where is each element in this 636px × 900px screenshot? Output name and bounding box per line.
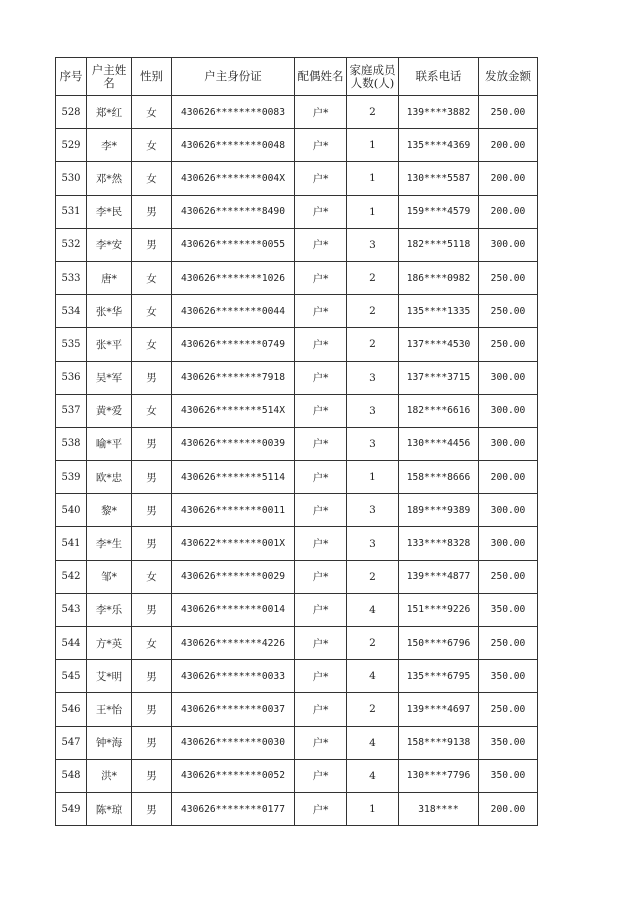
- gender-cell: 男: [132, 726, 172, 759]
- phone-cell: 189****9389: [399, 494, 479, 527]
- gender-cell: 男: [132, 792, 172, 825]
- phone-cell: 139****3882: [399, 96, 479, 129]
- name-cell: 方*英: [87, 627, 132, 660]
- seq-cell: 541: [56, 527, 87, 560]
- header-members: 家庭成员人数(人): [347, 58, 399, 96]
- phone-cell: 130****5587: [399, 162, 479, 195]
- id-cell: 430626********0055: [172, 228, 295, 261]
- id-cell: 430626********004X: [172, 162, 295, 195]
- amount-cell: 200.00: [479, 195, 538, 228]
- table-row: [56, 627, 538, 660]
- phone-cell: 137****3715: [399, 361, 479, 394]
- spouse-cell: 户*: [295, 427, 347, 460]
- phone-cell: 135****1335: [399, 295, 479, 328]
- amount-cell: 300.00: [479, 361, 538, 394]
- table-row: [56, 759, 538, 792]
- phone-cell: 158****9138: [399, 726, 479, 759]
- name-cell: 李*生: [87, 527, 132, 560]
- members-cell: 2: [347, 627, 399, 660]
- spouse-cell: 户*: [295, 361, 347, 394]
- header-seq: 序号: [56, 58, 87, 96]
- amount-cell: 250.00: [479, 627, 538, 660]
- name-cell: 邓*然: [87, 162, 132, 195]
- gender-cell: 男: [132, 427, 172, 460]
- id-cell: 430626********0033: [172, 660, 295, 693]
- name-cell: 艾*明: [87, 660, 132, 693]
- id-cell: 430626********0014: [172, 593, 295, 626]
- phone-cell: 135****4369: [399, 129, 479, 162]
- id-cell: 430626********0037: [172, 693, 295, 726]
- seq-cell: 544: [56, 627, 87, 660]
- header-spouse: 配偶姓名: [295, 58, 347, 96]
- phone-cell: 139****4877: [399, 560, 479, 593]
- spouse-cell: 户*: [295, 394, 347, 427]
- spouse-cell: 户*: [295, 593, 347, 626]
- table-row: [56, 96, 538, 129]
- members-cell: 3: [347, 394, 399, 427]
- spouse-cell: 户*: [295, 759, 347, 792]
- header-gender: 性别: [132, 58, 172, 96]
- name-cell: 洪*: [87, 759, 132, 792]
- id-cell: 430626********0749: [172, 328, 295, 361]
- table-row: [56, 660, 538, 693]
- seq-cell: 534: [56, 295, 87, 328]
- seq-cell: 542: [56, 560, 87, 593]
- spouse-cell: 户*: [295, 162, 347, 195]
- gender-cell: 男: [132, 361, 172, 394]
- seq-cell: 546: [56, 693, 87, 726]
- id-cell: 430626********0029: [172, 560, 295, 593]
- phone-cell: 151****9226: [399, 593, 479, 626]
- amount-cell: 350.00: [479, 759, 538, 792]
- name-cell: 欧*忠: [87, 461, 132, 494]
- table-row: [56, 228, 538, 261]
- amount-cell: 300.00: [479, 394, 538, 427]
- table-row: [56, 261, 538, 294]
- id-cell: 430626********0048: [172, 129, 295, 162]
- name-cell: 李*民: [87, 195, 132, 228]
- members-cell: 4: [347, 759, 399, 792]
- id-cell: 430622********001X: [172, 527, 295, 560]
- amount-cell: 200.00: [479, 461, 538, 494]
- table-row: [56, 195, 538, 228]
- header-name: 户主姓名: [87, 58, 132, 96]
- table-row: [56, 494, 538, 527]
- spouse-cell: 户*: [295, 261, 347, 294]
- members-cell: 4: [347, 660, 399, 693]
- amount-cell: 350.00: [479, 660, 538, 693]
- name-cell: 李*乐: [87, 593, 132, 626]
- gender-cell: 女: [132, 328, 172, 361]
- gender-cell: 女: [132, 295, 172, 328]
- amount-cell: 350.00: [479, 726, 538, 759]
- phone-cell: 135****6795: [399, 660, 479, 693]
- name-cell: 邹*: [87, 560, 132, 593]
- gender-cell: 男: [132, 195, 172, 228]
- amount-cell: 200.00: [479, 792, 538, 825]
- seq-cell: 533: [56, 261, 87, 294]
- spouse-cell: 户*: [295, 96, 347, 129]
- table-row: [56, 693, 538, 726]
- seq-cell: 543: [56, 593, 87, 626]
- seq-cell: 548: [56, 759, 87, 792]
- header-amount: 发放金额: [479, 58, 538, 96]
- name-cell: 唐*: [87, 261, 132, 294]
- members-cell: 1: [347, 162, 399, 195]
- gender-cell: 女: [132, 129, 172, 162]
- spouse-cell: 户*: [295, 627, 347, 660]
- id-cell: 430626********514X: [172, 394, 295, 427]
- name-cell: 黎*: [87, 494, 132, 527]
- spouse-cell: 户*: [295, 693, 347, 726]
- id-cell: 430626********7918: [172, 361, 295, 394]
- header-row: [56, 58, 538, 96]
- members-cell: 3: [347, 494, 399, 527]
- distribution-sheet: [55, 57, 538, 826]
- distribution-table: [55, 57, 538, 826]
- amount-cell: 250.00: [479, 295, 538, 328]
- members-cell: 3: [347, 527, 399, 560]
- seq-cell: 535: [56, 328, 87, 361]
- table-body: [56, 96, 538, 826]
- members-cell: 4: [347, 726, 399, 759]
- gender-cell: 男: [132, 527, 172, 560]
- id-cell: 430626********1026: [172, 261, 295, 294]
- id-cell: 430626********0177: [172, 792, 295, 825]
- amount-cell: 300.00: [479, 427, 538, 460]
- spouse-cell: 户*: [295, 195, 347, 228]
- table-row: [56, 792, 538, 825]
- seq-cell: 528: [56, 96, 87, 129]
- seq-cell: 530: [56, 162, 87, 195]
- seq-cell: 532: [56, 228, 87, 261]
- table-row: [56, 527, 538, 560]
- phone-cell: 186****0982: [399, 261, 479, 294]
- amount-cell: 200.00: [479, 162, 538, 195]
- id-cell: 430626********0030: [172, 726, 295, 759]
- spouse-cell: 户*: [295, 792, 347, 825]
- phone-cell: 182****6616: [399, 394, 479, 427]
- members-cell: 2: [347, 560, 399, 593]
- gender-cell: 女: [132, 162, 172, 195]
- header-phone: 联系电话: [399, 58, 479, 96]
- phone-cell: 318****: [399, 792, 479, 825]
- phone-cell: 139****4697: [399, 693, 479, 726]
- amount-cell: 250.00: [479, 328, 538, 361]
- members-cell: 1: [347, 792, 399, 825]
- gender-cell: 女: [132, 394, 172, 427]
- amount-cell: 250.00: [479, 560, 538, 593]
- table-row: [56, 361, 538, 394]
- members-cell: 3: [347, 361, 399, 394]
- id-cell: 430626********0083: [172, 96, 295, 129]
- table-row: [56, 593, 538, 626]
- name-cell: 喻*平: [87, 427, 132, 460]
- members-cell: 3: [347, 427, 399, 460]
- phone-cell: 159****4579: [399, 195, 479, 228]
- gender-cell: 男: [132, 759, 172, 792]
- gender-cell: 男: [132, 461, 172, 494]
- name-cell: 陈*琼: [87, 792, 132, 825]
- gender-cell: 女: [132, 627, 172, 660]
- table-row: [56, 394, 538, 427]
- name-cell: 吴*军: [87, 361, 132, 394]
- members-cell: 1: [347, 195, 399, 228]
- id-cell: 430626********4226: [172, 627, 295, 660]
- gender-cell: 女: [132, 261, 172, 294]
- seq-cell: 537: [56, 394, 87, 427]
- phone-cell: 137****4530: [399, 328, 479, 361]
- gender-cell: 男: [132, 693, 172, 726]
- gender-cell: 男: [132, 228, 172, 261]
- table-row: [56, 162, 538, 195]
- members-cell: 2: [347, 328, 399, 361]
- amount-cell: 250.00: [479, 261, 538, 294]
- seq-cell: 547: [56, 726, 87, 759]
- table-row: [56, 726, 538, 759]
- members-cell: 1: [347, 129, 399, 162]
- spouse-cell: 户*: [295, 129, 347, 162]
- header-id: 户主身份证: [172, 58, 295, 96]
- members-cell: 3: [347, 228, 399, 261]
- phone-cell: 133****8328: [399, 527, 479, 560]
- phone-cell: 130****4456: [399, 427, 479, 460]
- seq-cell: 545: [56, 660, 87, 693]
- spouse-cell: 户*: [295, 228, 347, 261]
- members-cell: 1: [347, 461, 399, 494]
- id-cell: 430626********0039: [172, 427, 295, 460]
- spouse-cell: 户*: [295, 726, 347, 759]
- gender-cell: 男: [132, 660, 172, 693]
- seq-cell: 549: [56, 792, 87, 825]
- seq-cell: 539: [56, 461, 87, 494]
- table-row: [56, 129, 538, 162]
- phone-cell: 158****8666: [399, 461, 479, 494]
- amount-cell: 200.00: [479, 129, 538, 162]
- name-cell: 张*平: [87, 328, 132, 361]
- gender-cell: 女: [132, 560, 172, 593]
- spouse-cell: 户*: [295, 660, 347, 693]
- name-cell: 张*华: [87, 295, 132, 328]
- amount-cell: 300.00: [479, 494, 538, 527]
- name-cell: 王*怡: [87, 693, 132, 726]
- id-cell: 430626********0052: [172, 759, 295, 792]
- id-cell: 430626********8490: [172, 195, 295, 228]
- phone-cell: 130****7796: [399, 759, 479, 792]
- seq-cell: 540: [56, 494, 87, 527]
- seq-cell: 529: [56, 129, 87, 162]
- spouse-cell: 户*: [295, 295, 347, 328]
- amount-cell: 300.00: [479, 228, 538, 261]
- amount-cell: 250.00: [479, 96, 538, 129]
- spouse-cell: 户*: [295, 461, 347, 494]
- table-row: [56, 427, 538, 460]
- members-cell: 4: [347, 593, 399, 626]
- amount-cell: 250.00: [479, 693, 538, 726]
- members-cell: 2: [347, 261, 399, 294]
- members-cell: 2: [347, 96, 399, 129]
- members-cell: 2: [347, 295, 399, 328]
- table-row: [56, 461, 538, 494]
- phone-cell: 182****5118: [399, 228, 479, 261]
- gender-cell: 男: [132, 593, 172, 626]
- seq-cell: 536: [56, 361, 87, 394]
- spouse-cell: 户*: [295, 527, 347, 560]
- gender-cell: 男: [132, 494, 172, 527]
- name-cell: 李*: [87, 129, 132, 162]
- name-cell: 李*安: [87, 228, 132, 261]
- name-cell: 钟*海: [87, 726, 132, 759]
- id-cell: 430626********5114: [172, 461, 295, 494]
- name-cell: 黄*爱: [87, 394, 132, 427]
- seq-cell: 531: [56, 195, 87, 228]
- gender-cell: 女: [132, 96, 172, 129]
- spouse-cell: 户*: [295, 328, 347, 361]
- spouse-cell: 户*: [295, 494, 347, 527]
- id-cell: 430626********0011: [172, 494, 295, 527]
- id-cell: 430626********0044: [172, 295, 295, 328]
- members-cell: 2: [347, 693, 399, 726]
- amount-cell: 350.00: [479, 593, 538, 626]
- table-row: [56, 560, 538, 593]
- spouse-cell: 户*: [295, 560, 347, 593]
- table-row: [56, 328, 538, 361]
- phone-cell: 150****6796: [399, 627, 479, 660]
- name-cell: 郑*红: [87, 96, 132, 129]
- table-row: [56, 295, 538, 328]
- amount-cell: 300.00: [479, 527, 538, 560]
- seq-cell: 538: [56, 427, 87, 460]
